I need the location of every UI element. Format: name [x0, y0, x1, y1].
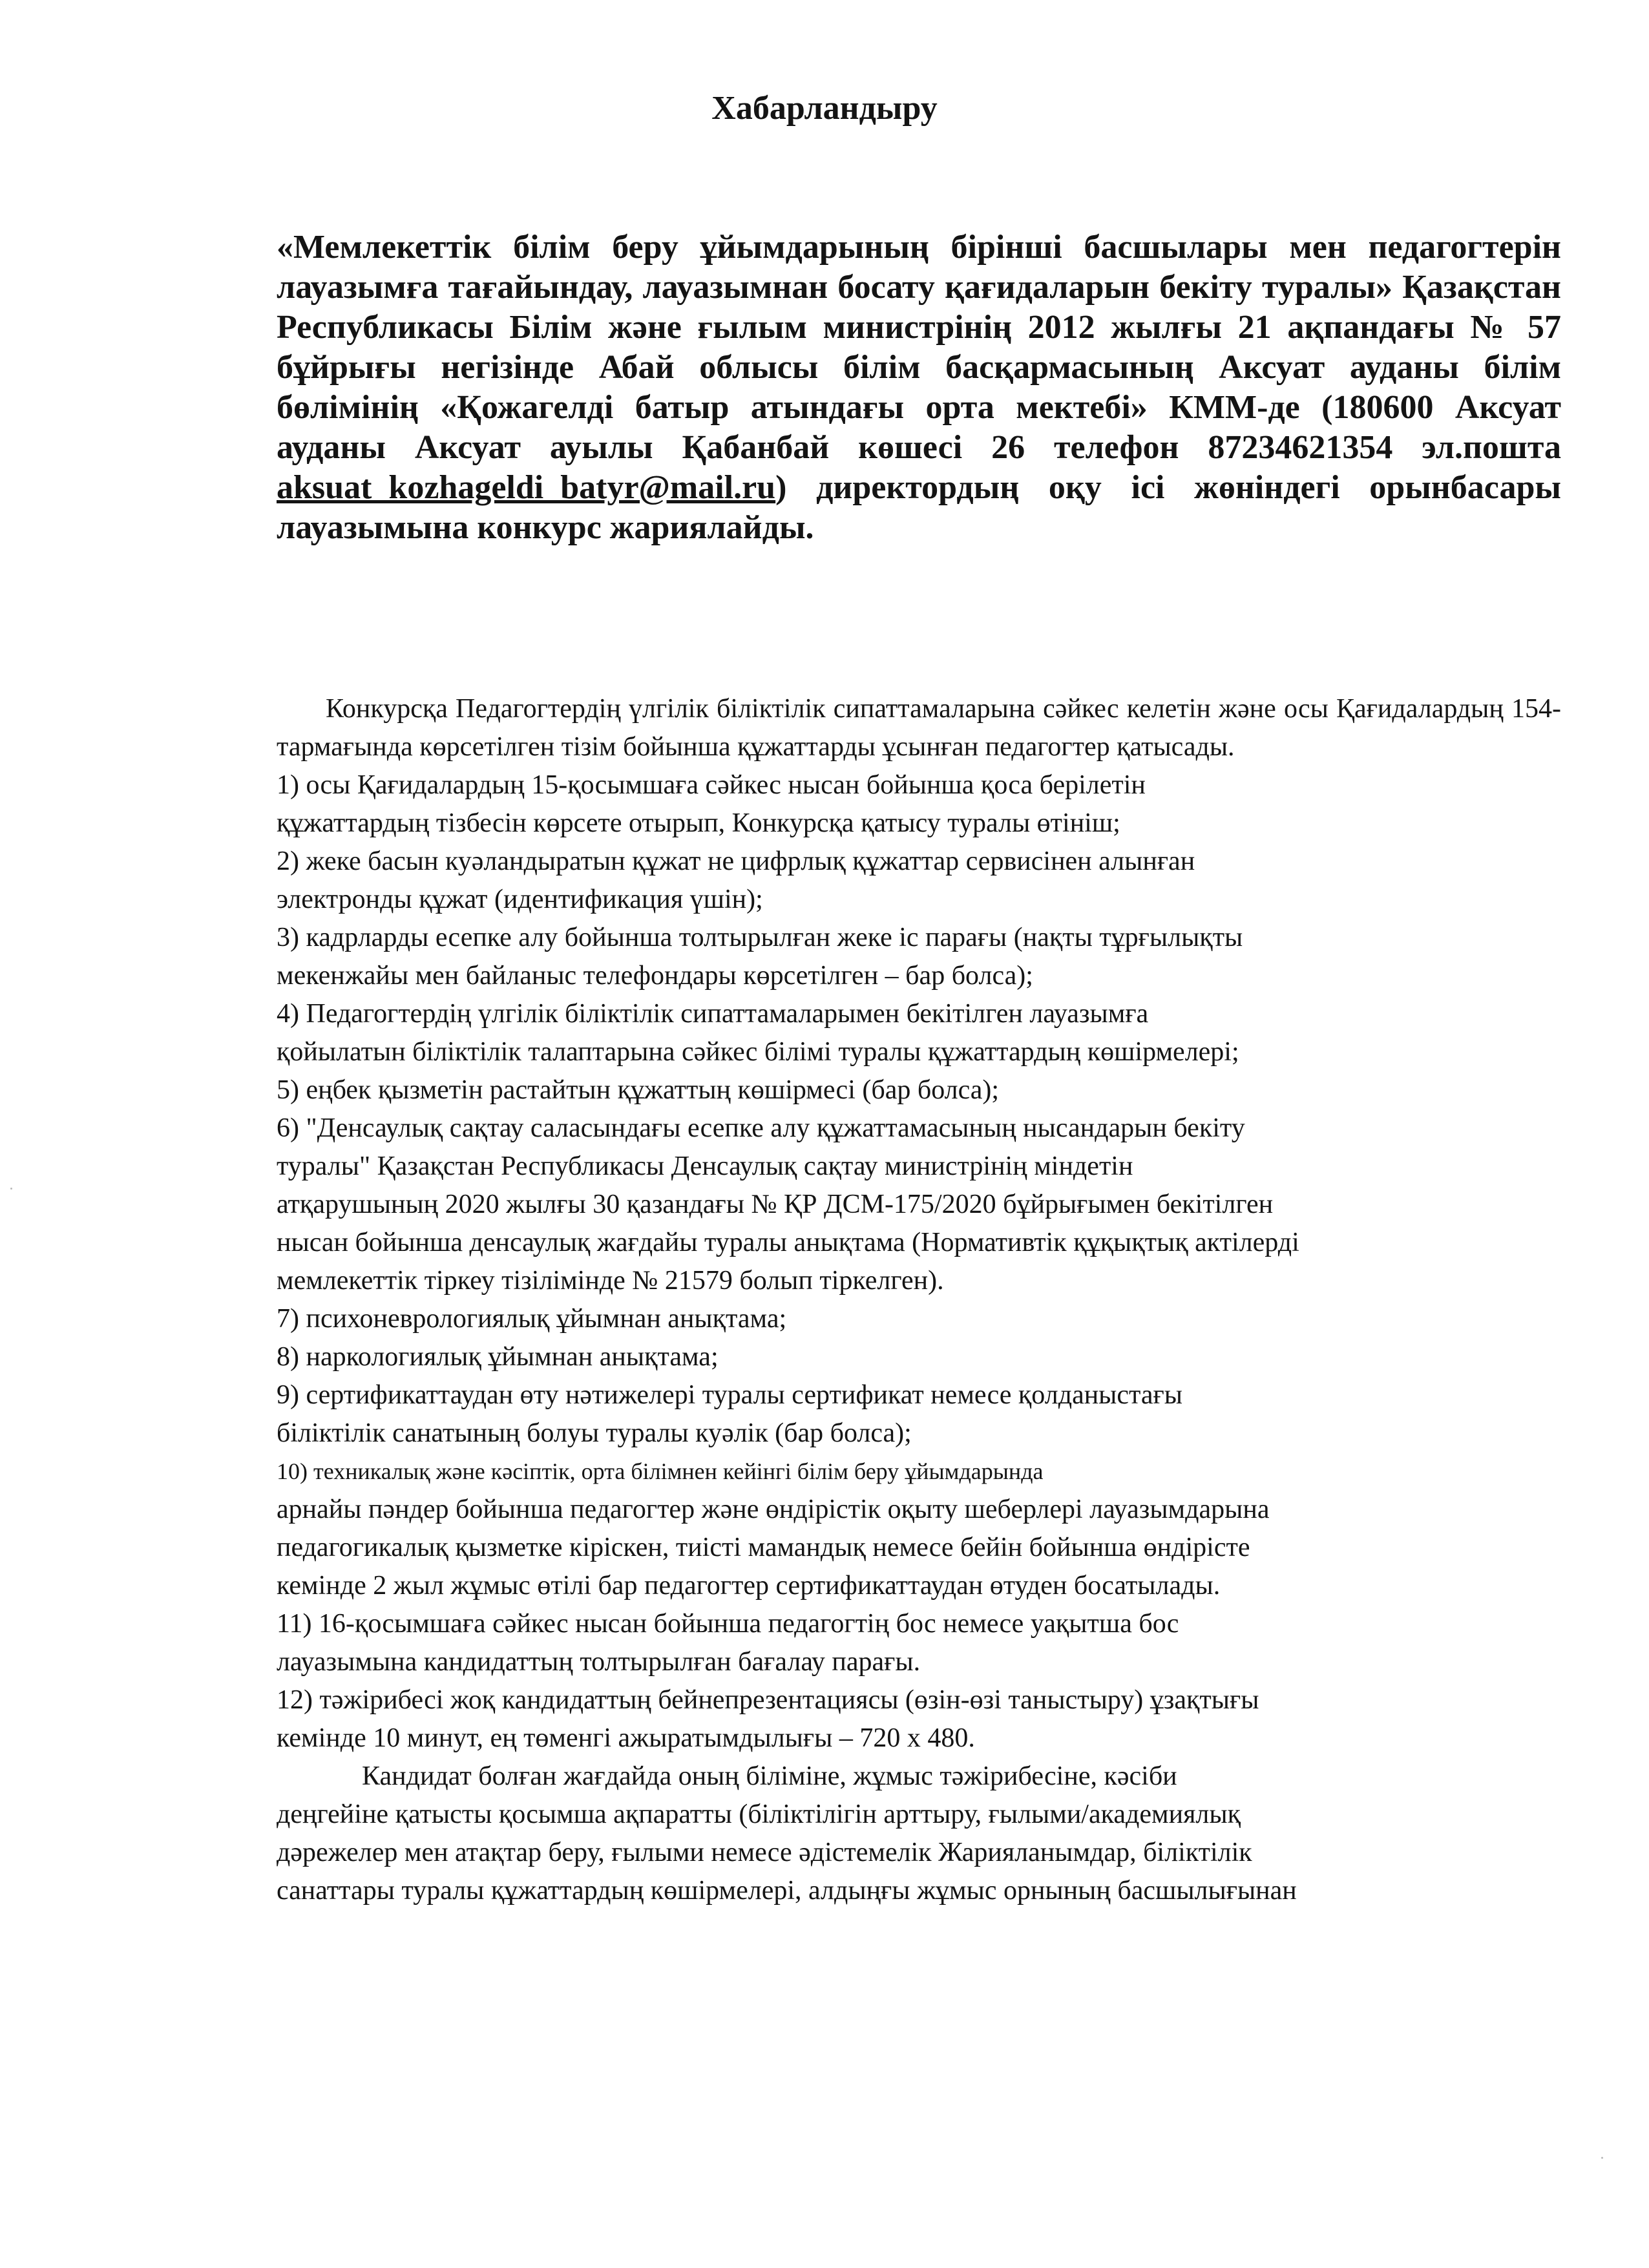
list-item-line: 8) наркологиялық ұйымнан анықтама; [277, 1342, 719, 1372]
closing-line: Кандидат болған жағдайда оның біліміне, жұмыс тәжірибесіне, кәсіби [362, 1761, 1177, 1791]
list-item-line: кемінде 2 жыл жұмыс өтілі бар педагогтер сертификаттаудан өтуден босатылады. [277, 1571, 1221, 1601]
list-item-line: мемлекеттік тіркеу тізілімінде № 21579 болып тіркелген). [277, 1266, 944, 1296]
list-item-line: қойылатын біліктілік талаптарына сәйкес білімі туралы құжаттардың көшірмелері; [277, 1037, 1239, 1067]
closing-line: санаттары туралы құжаттардың көшірмелері, алдыңғы жұмыс орнының басшылығынан [277, 1876, 1297, 1906]
list-item-line: нысан бойынша денсаулық жағдайы туралы анықтама (Нормативтік құқықтық актілерді [277, 1228, 1299, 1257]
list-item-line: 2) жеке басын куәландыратын құжат не цифрлық құжаттар сервисінен алынған [277, 846, 1195, 876]
announcement-heading [277, 227, 1561, 548]
list-item-line: электронды құжат (идентификация үшін); [277, 885, 763, 914]
email-link[interactable]: aksuat_kozhageldi_batyr@mail.ru [277, 469, 776, 506]
document-title: Хабарландыру [711, 90, 938, 127]
list-item-line: лауазымына кандидаттың толтырылған бағалау парағы. [277, 1647, 921, 1677]
list-item-line: 11) 16-қосымшаға сәйкес нысан бойынша педагогтің бос немесе уақытша бос [277, 1609, 1179, 1639]
heading-text-end: ) директордың оқу ісі жөніндегі орынбасары лауазымына конкурс жариялайды. [277, 469, 1561, 546]
list-item-line: педагогикалық қызметке кіріскен, тиісті мамандық немесе бейін бойынша өндірісте [277, 1533, 1250, 1562]
list-item-line: арнайы пәндер бойынша педагогтер және өндірістік оқыту шеберлері лауазымдарына [277, 1495, 1270, 1524]
list-item-line: 10) техникалық және кәсіптік, орта білімнен кейінгі білім беру ұйымдарында [277, 1458, 1044, 1484]
document-body [277, 690, 1561, 1910]
list-item-line: кемінде 10 минут, ең төменгі ажыратымдылығы – 720 x 480. [277, 1723, 975, 1753]
list-item-line: 1) осы Қағидалардың 15-қосымшаға сәйкес нысан бойынша қоса берілетін [277, 770, 1146, 800]
list-item-line: 3) кадрларды есепке алу бойынша толтырылған жеке іс парағы (нақты тұрғылықты [277, 923, 1243, 952]
list-item-line: 6) "Денсаулық сақтау саласындағы есепке алу құжаттамасының нысандарын бекіту [277, 1113, 1245, 1143]
requirements-list [277, 766, 1561, 1758]
list-item-line: атқарушының 2020 жылғы 30 қазандағы № ҚР ДСМ-175/2020 бұйрығымен бекітілген [277, 1190, 1274, 1219]
list-item-line: 9) сертификаттаудан өту нәтижелері туралы сертификат немесе қолданыстағы [277, 1380, 1182, 1410]
scan-speck [1601, 2157, 1603, 2159]
heading-text: «Мемлекеттік білім беру ұйымдарының бірінші басшылары мен педагогтерін лауазымға тағайындау, лауазымнан босату қағидаларын бекіту туралы» Қазақстан Республикасы Білім және ғылым министрінің 2012 жылғы 21 ақпандағы № 57 бұйрығы негізінде Абай облысы білім басқармасының Аксуат ауданы білім бөлімінің «Қожагелді батыр атындағы орта мектебі» КММ-де (180600 Аксуат ауданы Аксуат ауылы Қабанбай көшесі 26 телефон 87234621354 эл.пошта [277, 229, 1561, 466]
list-item-line: 7) психоневрологиялық ұйымнан анықтама; [277, 1304, 787, 1334]
list-item-line: мекенжайы мен байланыс телефондары көрсетілген – бар болса); [277, 961, 1033, 991]
list-item-line: 5) еңбек қызметін растайтын құжаттың көшірмесі (бар болса); [277, 1075, 1000, 1105]
list-item-line: 12) тәжірибесі жоқ кандидаттың бейнепрезентациясы (өзін-өзі таныстыру) ұзақтығы [277, 1685, 1259, 1715]
closing-line: деңгейіне қатысты қосымша ақпаратты (біліктілігін арттыру, ғылыми/академиялық [277, 1800, 1241, 1829]
intro-paragraph: Конкурсқа Педагогтердің үлгілік біліктілік сипаттамаларына сәйкес келетін және осы Қағидалардың 154-тармағында көрсетілген тізім бойынша құжаттарды ұсынған педагогтер қатысады. [277, 694, 1561, 762]
closing-paragraph [277, 1758, 1561, 1910]
closing-line: дәрежелер мен атақтар беру, ғылыми немесе әдістемелік Жарияланымдар, біліктілік [277, 1838, 1252, 1867]
list-item-line: біліктілік санатының болуы туралы куәлік (бар болса); [277, 1418, 912, 1448]
list-item-line: құжаттардың тізбесін көрсете отырып, Конкурсқа қатысу туралы өтініш; [277, 808, 1120, 838]
list-item-line: 4) Педагогтердің үлгілік біліктілік сипаттамаларымен бекітілген лауазымға [277, 999, 1149, 1029]
scan-speck [10, 1188, 12, 1190]
list-item-line: туралы" Қазақстан Республикасы Денсаулық сақтау министрінің міндетін [277, 1151, 1133, 1181]
